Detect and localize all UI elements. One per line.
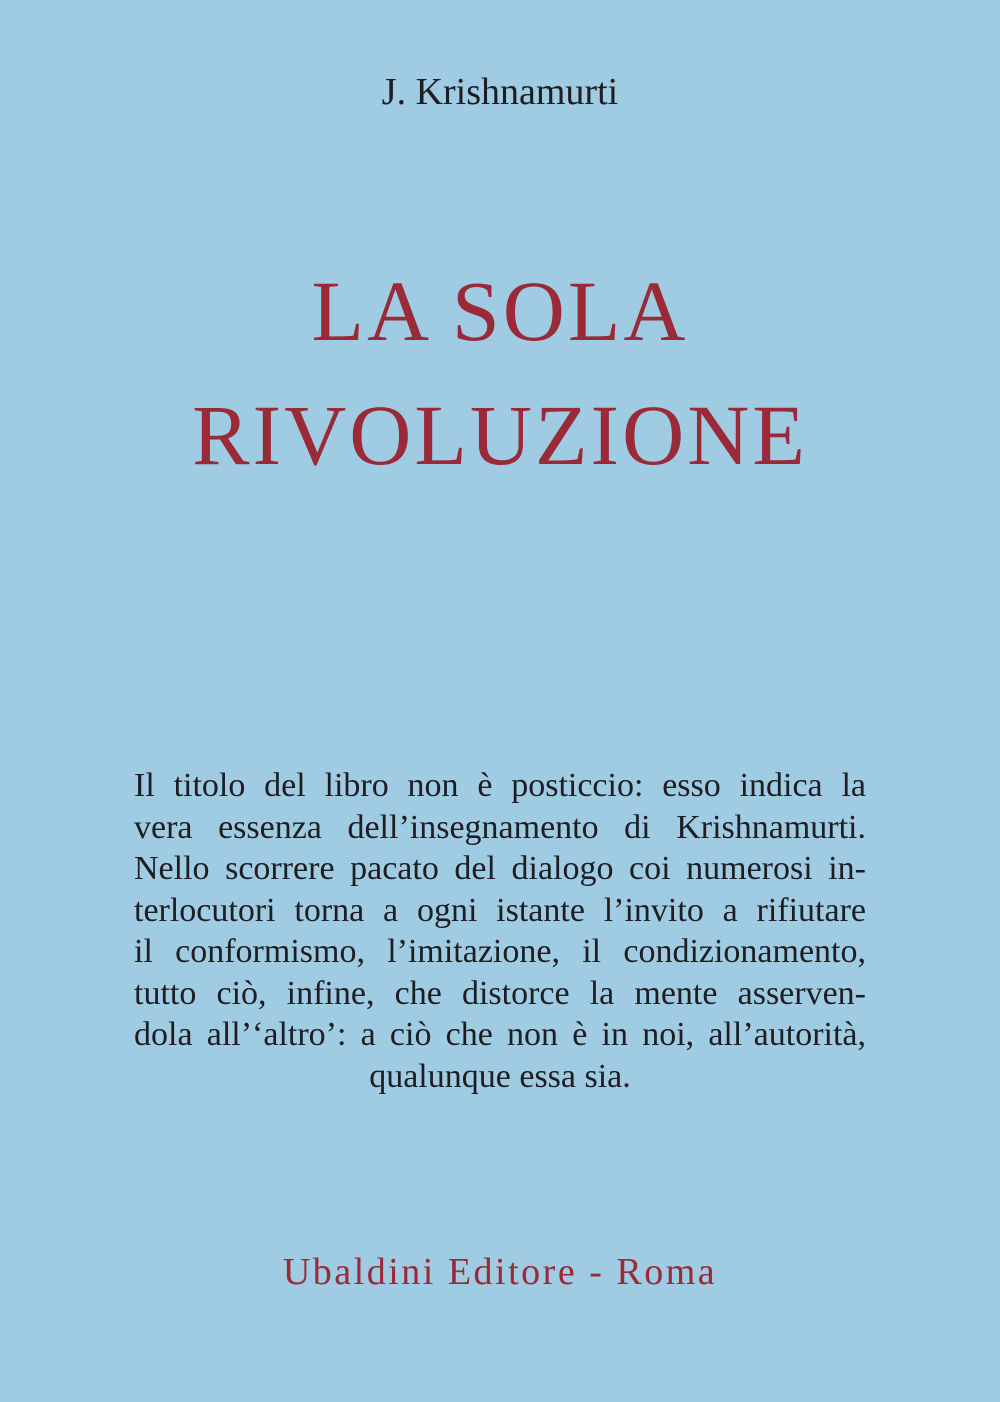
- blurb-line: dola all’‘altro’: a ciò che non è in noi, all’autorità,: [134, 1016, 866, 1053]
- blurb-line: il conformismo, l’imitazione, il condizionamento,: [134, 933, 866, 970]
- blurb-line: terlocutori torna a ogni istante l’invito a rifiutare: [134, 891, 866, 929]
- publisher-name: Ubaldini Editore - Roma: [282, 1251, 718, 1293]
- blurb-line: Il titolo del libro non è posticcio: esso indica la: [134, 767, 866, 804]
- blurb-text: [134, 765, 866, 1097]
- book-title-line-1: LA SOLA: [311, 263, 689, 359]
- book-title-line-2: RIVOLUZIONE: [192, 387, 808, 483]
- author-name: J. Krishnamurti: [381, 71, 619, 113]
- blurb-line: vera essenza dell’insegnamento di Krishnamurti.: [134, 808, 866, 846]
- blurb-line: tutto ciò, infine, che distorce la mente asserven-: [134, 974, 866, 1012]
- blurb-line: qualunque essa sia.: [369, 1057, 631, 1095]
- blurb-line: Nello scorrere pacato del dialogo coi numerosi in-: [134, 850, 866, 887]
